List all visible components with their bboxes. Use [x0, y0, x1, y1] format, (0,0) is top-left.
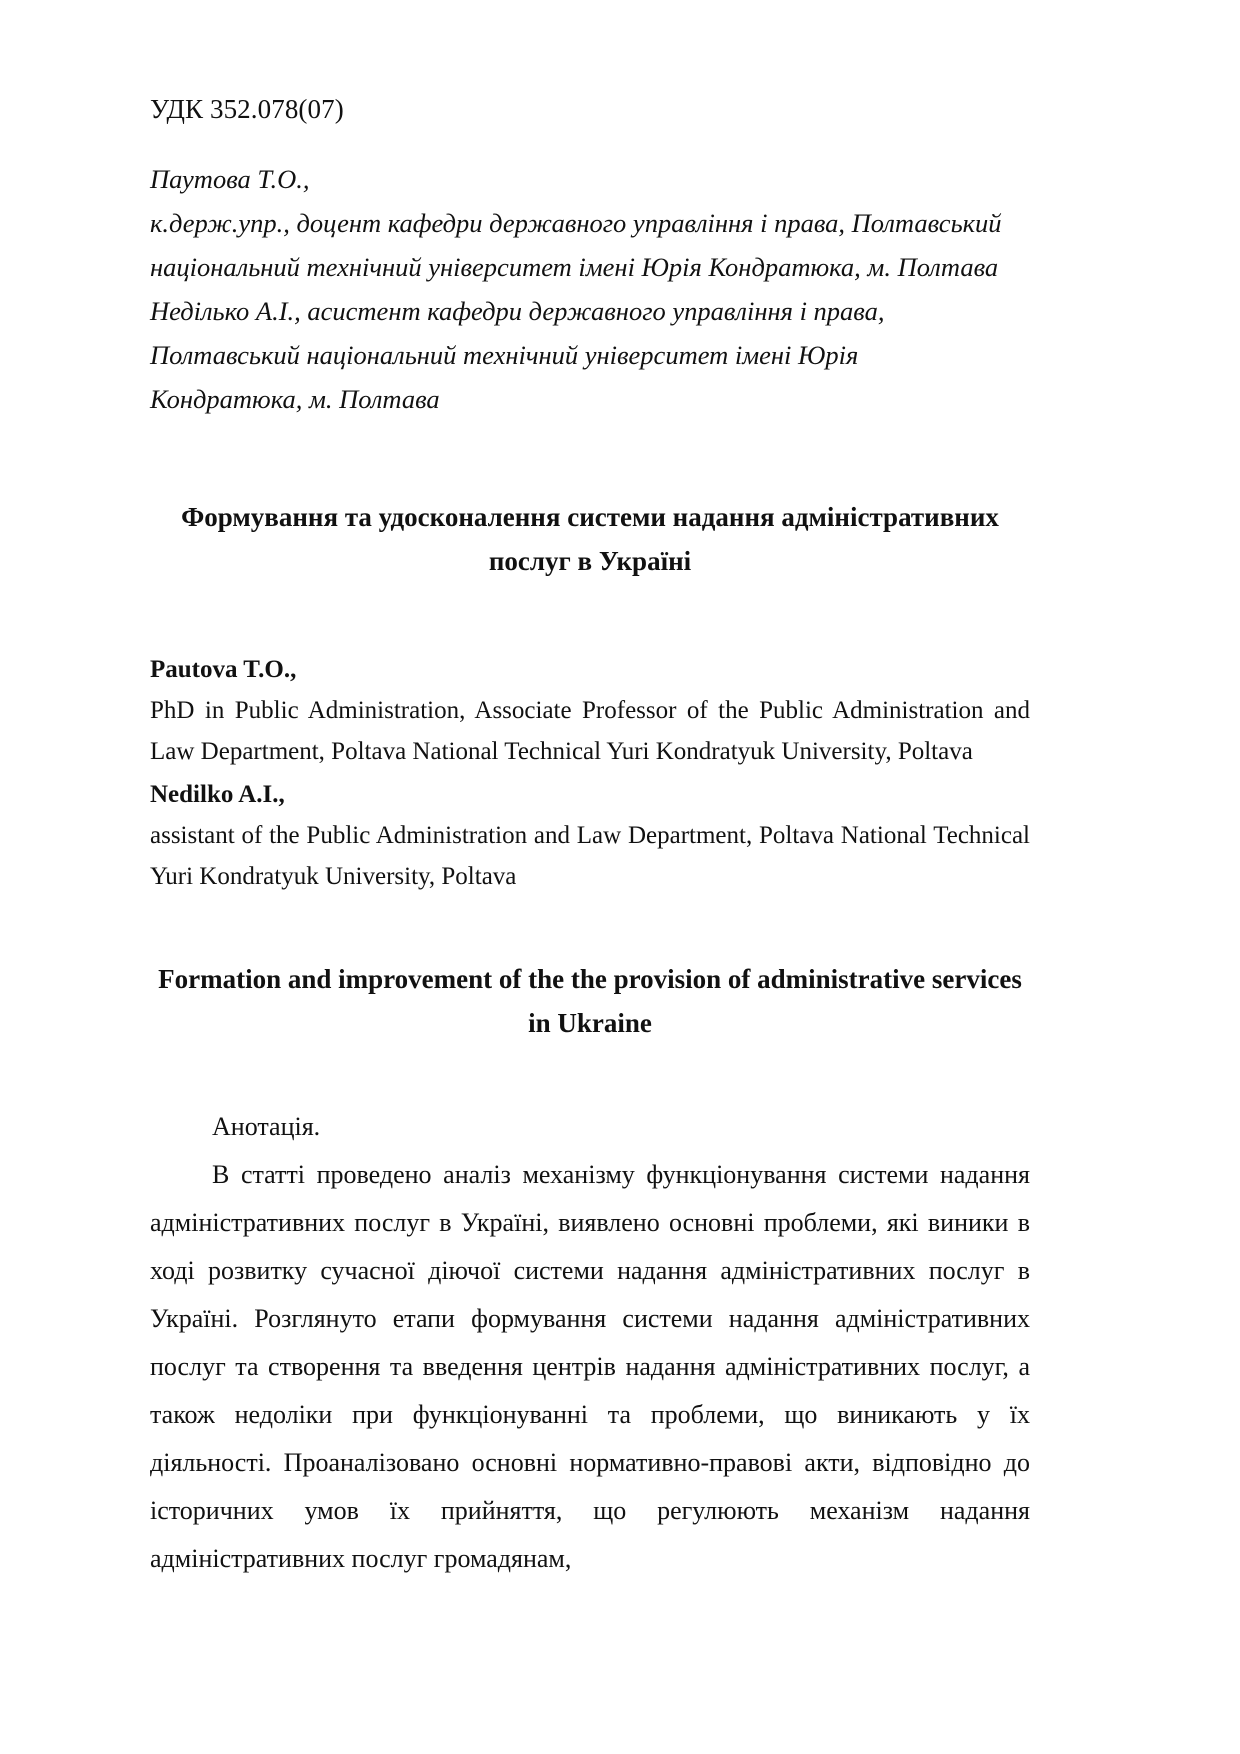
ukrainian-author-line: Кондратюка, м. Полтава: [150, 384, 440, 414]
ukrainian-author-line: к.держ.упр., доцент кафедри державного управління і права, Полтавський: [150, 208, 1002, 238]
english-title-line: in Ukraine: [528, 1008, 652, 1038]
english-author-affiliation: PhD in Public Administration, Associate Professor of the Public Administration and Law Department, Poltava National Technical Yuri Kondratyuk University, Poltava: [150, 697, 1030, 765]
english-author-block: [150, 649, 1030, 897]
ukrainian-title-line: послуг в Україні: [488, 546, 692, 576]
english-title: [150, 957, 1030, 1045]
abstract-text: В статті проведено аналіз механізму функціонування системи надання адміністративних послуг в Україні, виявлено основні проблеми, які виники в ході розвитку сучасної діючої системи надання адміністративних послуг в Україні. Розглянуто етапи формування системи надання адміністративних послуг та створення та введення центрів надання адміністративних послуг, а також недоліки при функціонуванні та проблеми, що виникають у їх діяльності. Проаналізовано основні нормативно-правові акти, відповідно до історичних умов їх прийняття, що регулюють механізм надання адміністративних послуг громадянам,: [150, 1160, 1030, 1573]
ukrainian-title-line: Формування та удосконалення системи надання адміністративних: [181, 502, 999, 532]
ukrainian-author-block: [150, 157, 1030, 421]
abstract-label: Анотація.: [212, 1112, 321, 1141]
ukrainian-author-line: національний технічний університет імені Юрія Кондратюка, м. Полтава: [150, 252, 999, 282]
ukrainian-title: [150, 495, 1030, 583]
udk-code: УДК 352.078(07): [150, 94, 344, 124]
abstract-section: [150, 1103, 1030, 1583]
page-content: [150, 96, 1030, 1583]
ukrainian-author-line: Полтавський національний технічний університет імені Юрія: [150, 340, 859, 370]
ukrainian-author-line: Неділько А.І., асистент кафедри державного управління і права,: [150, 296, 885, 326]
english-author-name: Pautova T.O.,: [150, 656, 297, 683]
english-author-affiliation: assistant of the Public Administration and Law Department, Poltava National Technical Yuri Kondratyuk University, Poltava: [150, 822, 1030, 890]
english-author-name: Nedilko A.I.,: [150, 781, 285, 808]
ukrainian-author-line: Паутова Т.О.,: [150, 164, 310, 194]
english-title-line: Formation and improvement of the the provision of administrative services: [158, 964, 1022, 994]
